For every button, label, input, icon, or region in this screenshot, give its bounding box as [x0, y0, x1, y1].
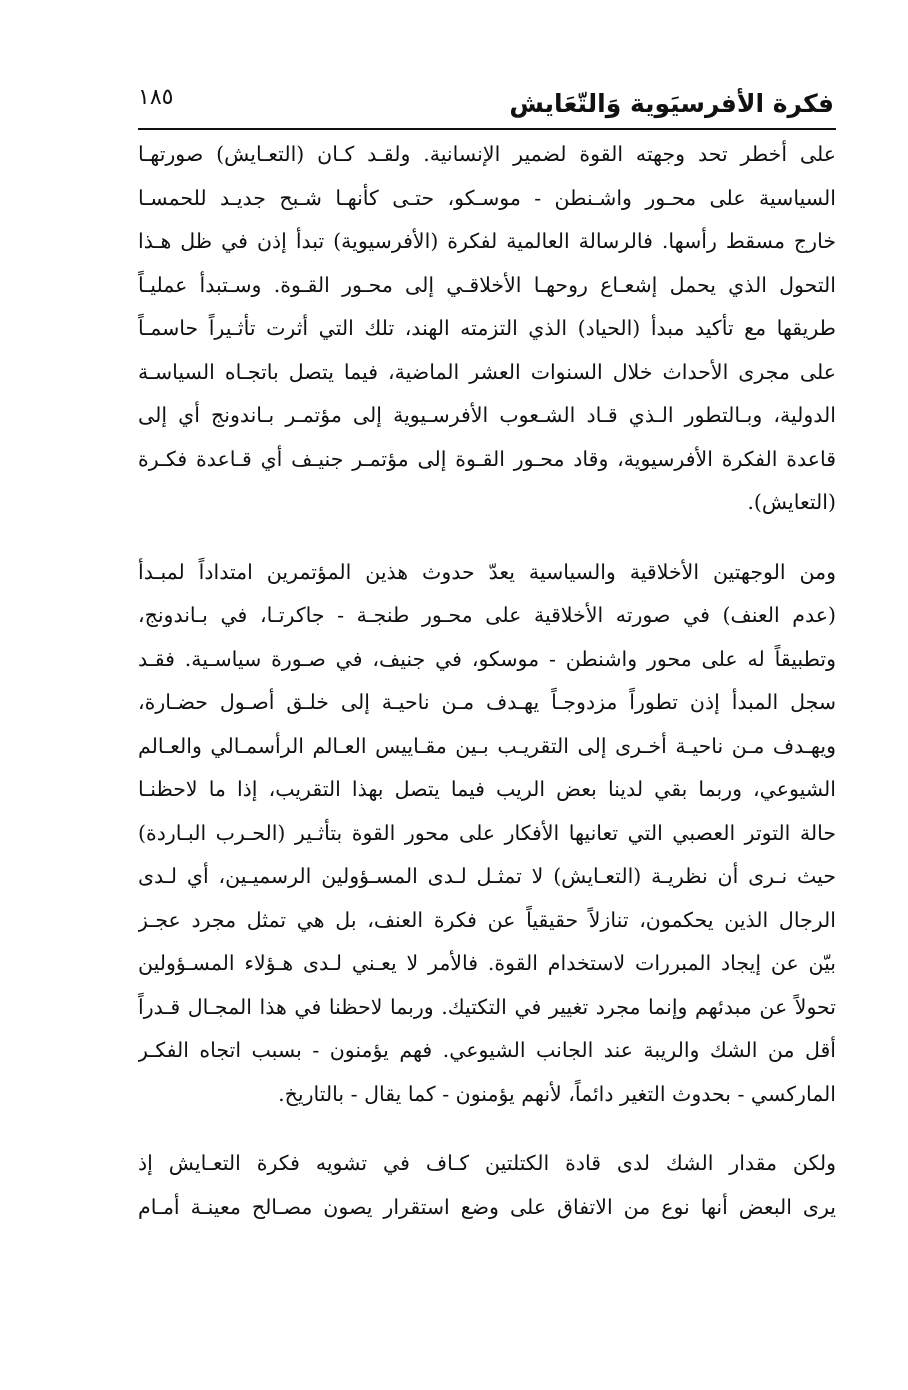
text-line: على مجرى الأحداث خلال السنوات العشر الماضية، فيما يتصل باتجـاه السياسـة [138, 359, 836, 384]
text-line: الرجال الذين يحكمون، تنازلاً حقيقياً عن فكرة العنف، بل هي تمثل مجرد عجـز [138, 907, 836, 932]
text-line: سجل المبدأ إذن تطوراً مزدوجـاً يهـدف مـن ناحيـة إلى خلـق أصـول حضـارة، [138, 690, 836, 714]
page-header [138, 78, 836, 130]
text-line: (التعايش). [747, 490, 836, 514]
paragraph-2 [138, 551, 836, 1117]
text-line: (عدم العنف) في صورته الأخلاقية على محـور طنجـة - جاكرتـا، في بـاندونج، [138, 603, 836, 627]
text-line: خارج مسقط رأسها. فالرسالة العالمية لفكرة (الأفرسيوية) تبدأ إذن في ظل هـذا [138, 229, 836, 253]
text-line: يرى البعض أنها نوع من الاتفاق على وضع استقرار يصون مصـالح معينـة أمـام [138, 1194, 836, 1219]
text-line: أقل من الشك والريبة عند الجانب الشيوعي. فهم يؤمنون - بسبب اتجاه الفكـر [138, 1038, 836, 1062]
text-line: بيّن عن إيجاد المبررات لاستخدام القوة. فالأمر لا يعـني لـدى هـؤلاء المسـؤولين [138, 951, 836, 975]
text-line: حيث نـرى أن نظريـة (التعـايش) لا تمثـل لـدى المسـؤولين الرسميـين، أي لـدى [138, 864, 836, 888]
text-line: التحول الذي يحمل إشعـاع روحهـا الأخلاقـي إلى محـور القـوة. وسـتبدأ عمليـاً [138, 272, 836, 297]
text-line: ولكن مقدار الشك لدى قادة الكتلتين كـاف في تشويه فكرة التعـايش إذ [138, 1151, 836, 1175]
paragraph-gap [138, 525, 836, 551]
text-line: تحولاً عن مبدئهم وإنما مجرد تغيير في التكتيك. وربما لاحظنا في هذا المجـال قـدراً [138, 994, 836, 1019]
text-line: على أخطر تحد وجهته القوة لضمير الإنسانية. ولقـد كـان (التعـايش) صورتهـا [138, 142, 836, 166]
text-line: طريقها مع تأكيد مبدأ (الحياد) الذي التزمته الهند، تلك التي أثرت تأثـيراً حاسمـاً [138, 316, 836, 340]
paragraph-1 [138, 133, 836, 525]
text-line: الشيوعي، وربما بقي لدينا بعض الريب فيما يتصل بهذا التقريب، إذا ما لاحظنـا [138, 777, 836, 801]
text-line: حالة التوتر العصبي التي تعانيها الأفكار على محور القوة بتأثـير (الحـرب البـاردة) [138, 820, 836, 845]
running-title: فكرة الأفرسيَوية وَالتّعَايش [509, 89, 834, 118]
text-line: الماركسي - بحدوث التغير دائماً، لأنهم يؤمنون - كما يقال - بالتاريخ. [278, 1081, 836, 1106]
text-line: وتطبيقاً له على محور واشنطن - موسكو، في جنيف، في صـورة سياسـية. فقـد [138, 646, 836, 671]
body-text [138, 133, 836, 1229]
text-line: السياسية على محـور واشـنطن - موسـكو، حتـى كأنهـا شـبح جديـد للحمسـا [138, 185, 836, 210]
text-line: ويهـدف مـن ناحيـة أخـرى إلى التقريـب بـين مقـاييس العـالم الرأسمـالي والعـالم [138, 733, 836, 758]
text-line: قاعدة الفكرة الأفرسيوية، وقاد محـور القـوة إلى مؤتمـر جنيـف أي قـاعدة فكـرة [138, 446, 836, 471]
page-number: ١٨٥ [138, 85, 174, 110]
paragraph-3 [138, 1142, 836, 1229]
paragraph-gap [138, 1116, 836, 1142]
text-line: ومن الوجهتين الأخلاقية والسياسية يعدّ حدوث هذين المؤتمرين امتداداً لمبـدأ [138, 559, 836, 584]
text-line: الدولية، وبـالتطور الـذي قـاد الشـعوب الأفرسـيوية إلى مؤتمـر بـاندونج أي إلى [138, 403, 836, 427]
